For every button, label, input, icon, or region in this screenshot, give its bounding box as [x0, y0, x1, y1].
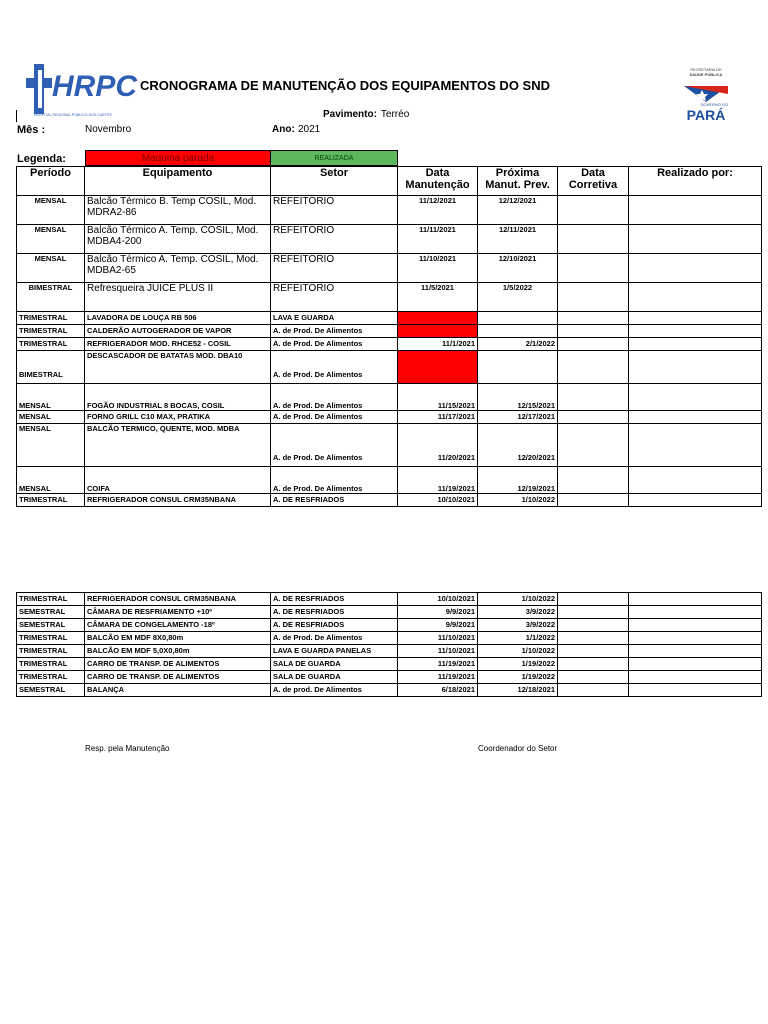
ano-label: Ano:: [272, 124, 295, 135]
cell-corretiva: [558, 325, 629, 338]
cell-data: 11/10/2021: [398, 645, 478, 658]
cell-equipamento: REFRIGERADOR CONSUL CRM35NBANA: [85, 593, 271, 606]
cell-realizado: [629, 658, 762, 671]
cell-data: 11/10/2021: [398, 254, 478, 283]
cell-corretiva: [558, 225, 629, 254]
cell-setor: A. DE RESFRIADOS: [271, 593, 398, 606]
cell-proxima: 1/10/2022: [478, 593, 558, 606]
cell-realizado: [629, 411, 762, 424]
cell-periodo: BIMESTRAL: [17, 351, 85, 384]
cell-periodo: TRIMESTRAL: [17, 645, 85, 658]
cell-proxima: 1/1/2022: [478, 632, 558, 645]
cell-data-stopped: [398, 312, 478, 325]
cell-realizado: [629, 338, 762, 351]
cell-proxima: 1/10/2022: [478, 494, 558, 507]
cell-data: 11/20/2021: [398, 424, 478, 467]
cell-proxima: [478, 312, 558, 325]
cell-periodo: MENSAL: [17, 196, 85, 225]
cell-equipamento: Refresqueira JUICE PLUS II: [85, 283, 271, 312]
cell-equipamento: LAVADORA DE LOUÇA RB 506: [85, 312, 271, 325]
cell-periodo: MENSAL: [17, 254, 85, 283]
table-row: [17, 645, 762, 658]
cell-setor: REFEITÓRIO: [271, 196, 398, 225]
cell-data: 11/10/2021: [398, 632, 478, 645]
cell-periodo: TRIMESTRAL: [17, 312, 85, 325]
cell-realizado: [629, 351, 762, 384]
table-row: [17, 684, 762, 697]
cell-realizado: [629, 325, 762, 338]
cell-corretiva: [558, 645, 629, 658]
cell-corretiva: [558, 351, 629, 384]
logo-right-line3: GOVERNO DO: [700, 102, 728, 107]
pavimento-value: Terréo: [380, 109, 410, 120]
table-row: [17, 325, 762, 338]
cell-proxima: 1/5/2022: [478, 283, 558, 312]
legend-done: REALIZADA: [271, 150, 398, 166]
cell-equipamento: BALANÇA: [85, 684, 271, 697]
cell-equipamento: CARRO DE TRANSP. DE ALIMENTOS: [85, 671, 271, 684]
cell-proxima: 12/19/2021: [478, 467, 558, 494]
cell-periodo: TRIMESTRAL: [17, 494, 85, 507]
cell-corretiva: [558, 494, 629, 507]
cell-setor: A. de Prod. De Alimentos: [271, 424, 398, 467]
page-title: CRONOGRAMA DE MANUTENÇÃO DOS EQUIPAMENTOS DO SND: [140, 78, 550, 93]
cell-setor: SALA DE GUARDA: [271, 671, 398, 684]
cell-equipamento: Balcão Térmico B. Temp COSIL, Mod. MDRA2-86: [85, 196, 271, 225]
table-row: [17, 283, 762, 312]
table-header: [17, 167, 762, 196]
cell-data: 9/9/2021: [398, 619, 478, 632]
cell-proxima: 1/19/2022: [478, 658, 558, 671]
logo-right-line1: SECRETARIA DE: [690, 67, 722, 72]
cell-setor: A. de Prod. De Alimentos: [271, 384, 398, 411]
table-row: [17, 619, 762, 632]
cell-corretiva: [558, 658, 629, 671]
cell-corretiva: [558, 593, 629, 606]
cell-equipamento: CALDERÃO AUTOGERADOR DE VAPOR: [85, 325, 271, 338]
cell-realizado: [629, 684, 762, 697]
cell-corretiva: [558, 196, 629, 225]
cell-proxima: [478, 325, 558, 338]
cell-realizado: [629, 619, 762, 632]
col-proxima: Próxima Manut. Prev.: [478, 167, 558, 196]
cell-periodo: MENSAL: [17, 424, 85, 467]
cell-proxima: 12/18/2021: [478, 684, 558, 697]
cell-corretiva: [558, 254, 629, 283]
cell-data: 9/9/2021: [398, 606, 478, 619]
cell-equipamento: FORNO GRILL C10 MAX, PRATIKA: [85, 411, 271, 424]
cell-setor: A. de Prod. De Alimentos: [271, 467, 398, 494]
table-row: [17, 312, 762, 325]
cell-realizado: [629, 645, 762, 658]
cell-data: 11/12/2021: [398, 196, 478, 225]
cell-corretiva: [558, 424, 629, 467]
cell-realizado: [629, 312, 762, 325]
cell-realizado: [629, 467, 762, 494]
cell-equipamento: CÂMARA DE RESFRIAMENTO +10º: [85, 606, 271, 619]
cell-setor: A. de Prod. De Alimentos: [271, 351, 398, 384]
logo-right-line2: SAÚDE PÚBLICA: [689, 72, 723, 77]
cell-setor: A. de Prod. De Alimentos: [271, 411, 398, 424]
cell-realizado: [629, 606, 762, 619]
table-row: [17, 658, 762, 671]
cell-corretiva: [558, 671, 629, 684]
cell-equipamento: BALCÃO EM MDF 5,0X0,80m: [85, 645, 271, 658]
cell-setor: A. de Prod. De Alimentos: [271, 338, 398, 351]
cell-equipamento: Balcão Térmico A. Temp. COSIL, Mod. MDBA2-65: [85, 254, 271, 283]
cell-equipamento: COIFA: [85, 467, 271, 494]
cell-realizado: [629, 283, 762, 312]
hrpc-logo: [24, 62, 138, 118]
signature-coordinator: Coordenador do Setor: [478, 744, 558, 753]
cell-proxima: 3/9/2022: [478, 606, 558, 619]
governo-para-logo: [680, 66, 732, 122]
cell-data: 11/1/2021: [398, 338, 478, 351]
cell-corretiva: [558, 619, 629, 632]
cell-data: 11/19/2021: [398, 671, 478, 684]
logo-text: HRPC: [52, 70, 138, 103]
cell-setor: A. de Prod. De Alimentos: [271, 632, 398, 645]
table-row: [17, 384, 762, 411]
flag-icon: [684, 86, 728, 102]
cell-data-stopped: [398, 351, 478, 384]
cell-setor: A. DE RESFRIADOS: [271, 494, 398, 507]
col-equipamento: Equipamento: [85, 167, 271, 196]
ano-value: 2021: [298, 124, 321, 135]
cell-equipamento: BALCÃO EM MDF 8X0,80m: [85, 632, 271, 645]
cell-corretiva: [558, 384, 629, 411]
cell-proxima: 1/19/2022: [478, 671, 558, 684]
cell-equipamento: Balcão Térmico A. Temp. COSIL, Mod. MDBA4-200: [85, 225, 271, 254]
cell-periodo: TRIMESTRAL: [17, 632, 85, 645]
cell-realizado: [629, 254, 762, 283]
cell-data: 11/19/2021: [398, 467, 478, 494]
cell-proxima: 2/1/2022: [478, 338, 558, 351]
cell-setor: LAVA E GUARDA: [271, 312, 398, 325]
cell-periodo: SEMESTRAL: [17, 606, 85, 619]
cell-periodo: SEMESTRAL: [17, 619, 85, 632]
cell-periodo: MENSAL: [17, 225, 85, 254]
table-row: [17, 424, 762, 467]
cell-setor: A. DE RESFRIADOS: [271, 606, 398, 619]
cell-equipamento: REFRIGERADOR MOD. RHCE52 - COSIL: [85, 338, 271, 351]
cell-data-stopped: [398, 325, 478, 338]
cell-periodo: SEMESTRAL: [17, 684, 85, 697]
col-data-manutencao: Data Manutenção: [398, 167, 478, 196]
table-row: [17, 606, 762, 619]
table-row: [17, 593, 762, 606]
cell-proxima: 12/15/2021: [478, 384, 558, 411]
col-data-corretiva: Data Corretiva: [558, 167, 629, 196]
cell-setor: LAVA E GUARDA PANELAS: [271, 645, 398, 658]
logo-right-line4: PARÁ: [686, 107, 726, 123]
table-row: [17, 632, 762, 645]
logo-subtext: HOSPITAL REGIONAL PÚBLICO DOS CAETÉS: [34, 113, 112, 117]
cell-realizado: [629, 632, 762, 645]
mes-label: Mês :: [17, 124, 46, 136]
cell-data: 11/5/2021: [398, 283, 478, 312]
table-row: [17, 225, 762, 254]
pavimento-label: Pavimento:: [323, 109, 377, 120]
cell-periodo: TRIMESTRAL: [17, 671, 85, 684]
cell-proxima: 12/10/2021: [478, 254, 558, 283]
cell-realizado: [629, 384, 762, 411]
col-setor: Setor: [271, 167, 398, 196]
medical-cross-icon: [26, 64, 52, 114]
cell-proxima: 1/10/2022: [478, 645, 558, 658]
cell-periodo: MENSAL: [17, 467, 85, 494]
cell-data: 11/11/2021: [398, 225, 478, 254]
table-row: [17, 467, 762, 494]
cell-corretiva: [558, 283, 629, 312]
table-row: [17, 338, 762, 351]
cell-realizado: [629, 494, 762, 507]
cell-setor: A. DE RESFRIADOS: [271, 619, 398, 632]
divider: [16, 110, 17, 122]
col-periodo: Período: [17, 167, 85, 196]
cell-periodo: MENSAL: [17, 411, 85, 424]
cell-corretiva: [558, 338, 629, 351]
cell-equipamento: CÂMARA DE CONGELAMENTO -18º: [85, 619, 271, 632]
signature-maintenance: Resp. pela Manutenção: [85, 744, 170, 753]
table-row: [17, 351, 762, 384]
cell-setor: A. de Prod. De Alimentos: [271, 325, 398, 338]
cell-proxima: 3/9/2022: [478, 619, 558, 632]
cell-data: 11/17/2021: [398, 411, 478, 424]
cell-setor: REFEITÓRIO: [271, 283, 398, 312]
cell-realizado: [629, 593, 762, 606]
cell-periodo: MENSAL: [17, 384, 85, 411]
cell-setor: REFEITÓRIO: [271, 225, 398, 254]
cell-realizado: [629, 196, 762, 225]
cell-equipamento: DESCASCADOR DE BATATAS MOD. DBA10: [85, 351, 271, 384]
pavimento: [323, 109, 409, 120]
cell-equipamento: CARRO DE TRANSP. DE ALIMENTOS: [85, 658, 271, 671]
cell-corretiva: [558, 632, 629, 645]
mes-value: Novembro: [85, 124, 132, 135]
cell-proxima: 12/12/2021: [478, 196, 558, 225]
cell-periodo: TRIMESTRAL: [17, 325, 85, 338]
cell-corretiva: [558, 606, 629, 619]
cell-data: 11/15/2021: [398, 384, 478, 411]
table-row: [17, 254, 762, 283]
cell-setor: A. de prod. De Alimentos: [271, 684, 398, 697]
legend-stopped: Maquina parada: [85, 150, 271, 166]
cell-data: 6/18/2021: [398, 684, 478, 697]
cell-data: 10/10/2021: [398, 494, 478, 507]
cell-proxima: 12/11/2021: [478, 225, 558, 254]
maintenance-table: [16, 166, 762, 507]
cell-periodo: TRIMESTRAL: [17, 658, 85, 671]
cell-data: 10/10/2021: [398, 593, 478, 606]
cell-realizado: [629, 671, 762, 684]
legend-label: Legenda:: [17, 153, 66, 165]
table-row: [17, 196, 762, 225]
cell-setor: REFEITÓRIO: [271, 254, 398, 283]
table-row: [17, 494, 762, 507]
maintenance-table-continued: [16, 592, 762, 697]
col-realizado: Realizado por:: [629, 167, 762, 196]
cell-corretiva: [558, 411, 629, 424]
cell-equipamento: FOGÃO INDUSTRIAL 8 BOCAS, COSIL: [85, 384, 271, 411]
cell-realizado: [629, 225, 762, 254]
cell-corretiva: [558, 312, 629, 325]
table-row: [17, 671, 762, 684]
cell-corretiva: [558, 684, 629, 697]
cell-periodo: TRIMESTRAL: [17, 338, 85, 351]
cell-proxima: 12/20/2021: [478, 424, 558, 467]
cell-periodo: BIMESTRAL: [17, 283, 85, 312]
cell-corretiva: [558, 467, 629, 494]
cell-data: 11/19/2021: [398, 658, 478, 671]
cell-periodo: TRIMESTRAL: [17, 593, 85, 606]
cell-equipamento: REFRIGERADOR CONSUL CRM35NBANA: [85, 494, 271, 507]
cell-proxima: [478, 351, 558, 384]
cell-setor: SALA DE GUARDA: [271, 658, 398, 671]
cell-equipamento: BALCÃO TERMICO, QUENTE, MOD. MDBA: [85, 424, 271, 467]
cell-proxima: 12/17/2021: [478, 411, 558, 424]
table-row: [17, 411, 762, 424]
cell-realizado: [629, 424, 762, 467]
